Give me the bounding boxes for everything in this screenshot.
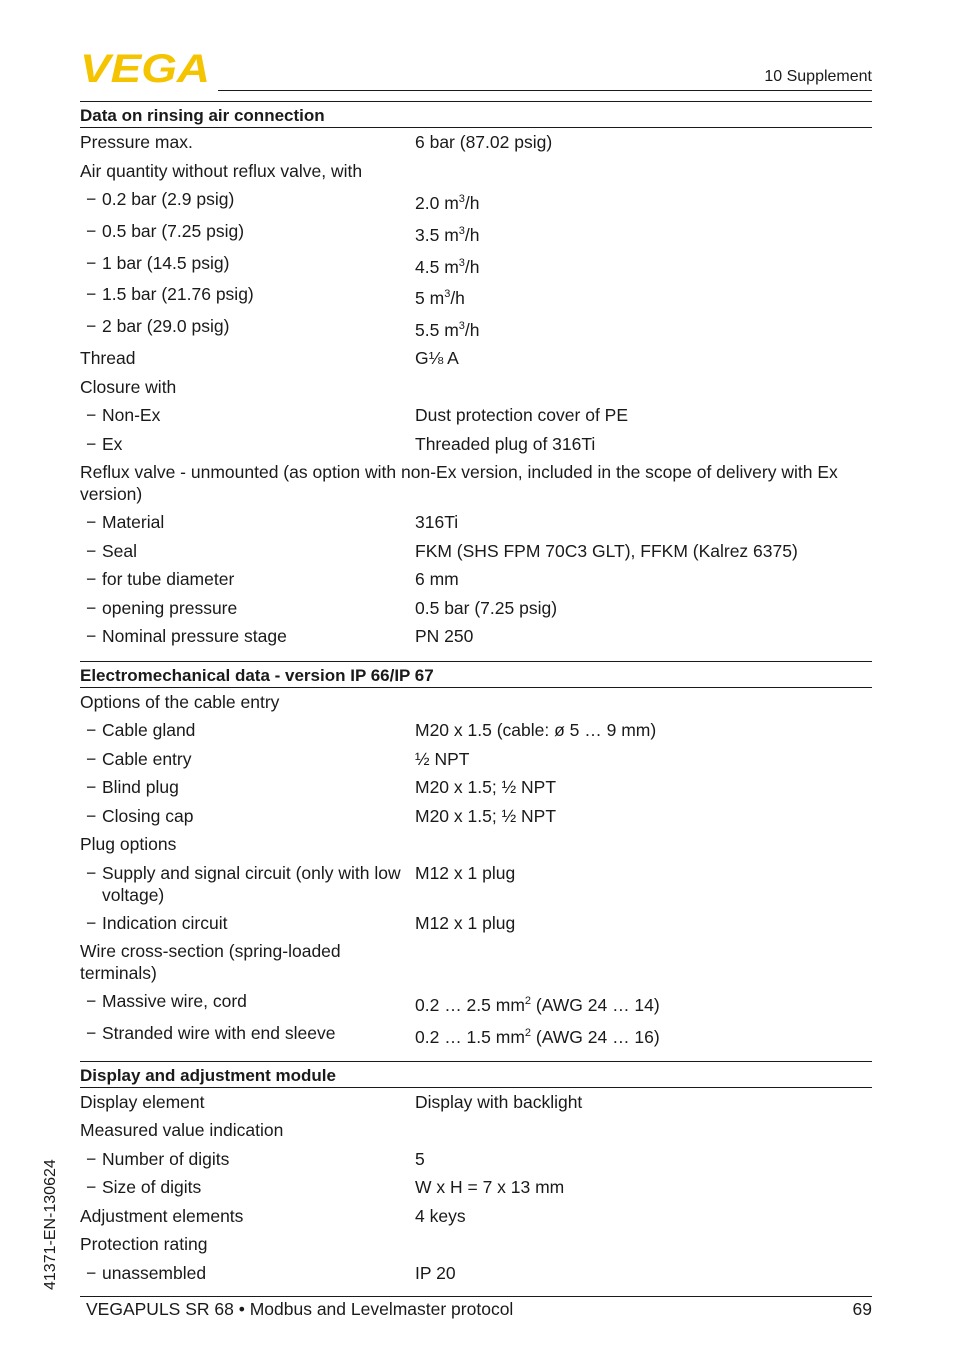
spec-label: Plug options <box>80 834 177 855</box>
logo-text: VEGA <box>80 50 210 84</box>
spec-value: 5 $m^3/h$ <box>415 288 465 309</box>
spec-label: 1.5 bar (21.76 psig) <box>102 284 254 305</box>
footer-title: VEGAPULS SR 68 • Modbus and Levelmaster protocol <box>86 1299 514 1319</box>
dash-bullet: − <box>86 512 97 533</box>
spec-row <box>80 1173 872 1202</box>
spec-row <box>80 565 872 594</box>
dash-bullet: − <box>86 433 97 454</box>
spec-label: Display element <box>80 1091 205 1112</box>
spec-value: M12 x 1 plug <box>415 862 516 883</box>
dash-bullet: − <box>86 284 97 305</box>
footer-rule <box>80 1296 872 1297</box>
spec-row <box>80 430 872 459</box>
spec-label: Adjustment elements <box>80 1205 244 1226</box>
dash-bullet: − <box>86 777 97 798</box>
spec-row <box>80 716 872 745</box>
spec-label: Reflux valve - unmounted (as option with non-Ex version, included in the scope of delivery with Ex version) <box>80 462 838 505</box>
spec-value: M12 x 1 plug <box>415 912 516 933</box>
dash-bullet: − <box>86 252 97 273</box>
spec-value: 0.2 … 2.5 $mm^2$ (AWG 24 … 14) <box>415 994 660 1015</box>
spec-row <box>80 688 872 717</box>
spec-row <box>80 594 872 623</box>
dash-bullet: − <box>86 540 97 561</box>
spec-row <box>80 373 872 402</box>
dash-bullet: − <box>86 1177 97 1198</box>
spec-value: 5 <box>415 1148 425 1169</box>
spec-row <box>80 280 872 312</box>
dash-bullet: − <box>86 862 97 883</box>
spec-label: Protection rating <box>80 1234 208 1255</box>
spec-value: ½ NPT <box>415 748 470 769</box>
spec-row <box>80 458 872 508</box>
spec-row <box>80 1259 872 1288</box>
document-code: 41371-EN-130624 <box>42 1159 59 1290</box>
spec-label: Indication circuit <box>102 912 228 933</box>
dash-bullet: − <box>86 569 97 590</box>
spec-row <box>80 157 872 186</box>
spec-label: 1 bar (14.5 psig) <box>102 252 230 273</box>
dash-bullet: − <box>86 316 97 337</box>
vega-logo <box>80 50 212 84</box>
spec-value: 2.0 $m^3/h$ <box>415 192 480 213</box>
spec-label: Thread <box>80 348 136 369</box>
dash-bullet: − <box>86 405 97 426</box>
dash-bullet: − <box>86 1262 97 1283</box>
spec-label: Supply and signal circuit (only with low voltage) <box>102 862 401 905</box>
unit-superscript: 3 <box>458 224 465 237</box>
dash-bullet: − <box>86 626 97 647</box>
dash-bullet: − <box>86 597 97 618</box>
spec-row <box>80 217 872 249</box>
spec-value: Display with backlight <box>415 1091 583 1112</box>
spec-row <box>80 859 872 909</box>
spec-row <box>80 1019 872 1051</box>
spec-label: for tube diameter <box>102 569 235 590</box>
spec-label: Material <box>102 512 165 533</box>
spec-label: 0.5 bar (7.25 psig) <box>102 220 245 241</box>
spec-value: 0.2 … 1.5 $mm^2$ (AWG 24 … 16) <box>415 1026 660 1047</box>
spec-row <box>80 312 872 344</box>
spec-row <box>80 508 872 537</box>
section-title: Display and adjustment module <box>80 1061 872 1088</box>
spec-value: 4.5 $m^3/h$ <box>415 256 480 277</box>
spec-value: Threaded plug of 316Ti <box>415 433 596 454</box>
spec-row <box>80 1230 872 1259</box>
spec-value: M20 x 1.5; ½ NPT <box>415 805 557 826</box>
section-title: Electromechanical data - version IP 66/IP 67 <box>80 661 872 688</box>
spec-row <box>80 1116 872 1145</box>
spec-value: W x H = 7 x 13 mm <box>415 1177 565 1198</box>
spec-value: IP 20 <box>415 1262 456 1283</box>
spec-label: opening pressure <box>102 597 238 618</box>
dash-bullet: − <box>86 1022 97 1043</box>
unit-superscript: 3 <box>458 193 465 205</box>
dash-bullet: − <box>86 1148 97 1169</box>
section-label: 10 Supplement <box>764 68 872 85</box>
spec-label: Air quantity without reflux valve, with <box>80 160 363 181</box>
spec-label: Pressure max. <box>80 132 193 152</box>
spec-value: M20 x 1.5; ½ NPT <box>415 777 557 798</box>
spec-row <box>80 773 872 802</box>
dash-bullet: − <box>86 720 97 741</box>
spec-row <box>80 622 872 651</box>
spec-label: Size of digits <box>102 1177 202 1198</box>
unit-superscript: 3 <box>458 256 465 269</box>
spec-label: Wire cross-section (spring-loaded terminals) <box>80 941 341 984</box>
dash-bullet: − <box>86 991 97 1012</box>
spec-row <box>80 185 872 217</box>
unit-superscript: 3 <box>458 320 465 333</box>
spec-row <box>80 937 872 987</box>
spec-row <box>80 537 872 566</box>
spec-label: Closure with <box>80 376 177 397</box>
unit-superscript: 2 <box>524 995 532 1008</box>
spec-value: Dust protection cover of PE <box>415 405 629 426</box>
page-number: 69 <box>852 1299 872 1319</box>
spec-row <box>80 1088 872 1117</box>
unit-superscript: 3 <box>444 288 451 301</box>
header-rule <box>218 90 872 91</box>
spec-row <box>80 1145 872 1174</box>
spec-row <box>80 745 872 774</box>
spec-value: M20 x 1.5 (cable: ø 5 … 9 mm) <box>415 720 657 741</box>
spec-row <box>80 1202 872 1231</box>
spec-content <box>80 101 872 1287</box>
spec-row <box>80 249 872 281</box>
spec-label: Ex <box>102 433 123 454</box>
spec-label: Stranded wire with end sleeve <box>102 1022 336 1043</box>
spec-value: 316Ti <box>415 512 459 533</box>
spec-row <box>80 830 872 859</box>
spec-value: 4 keys <box>415 1205 466 1226</box>
spec-label: Cable gland <box>102 720 196 741</box>
spec-label: 0.2 bar (2.9 psig) <box>102 189 235 209</box>
spec-row <box>80 344 872 373</box>
spec-value: 6 bar (87.02 psig) <box>415 132 553 152</box>
spec-label: Closing cap <box>102 805 194 826</box>
dash-bullet: − <box>86 805 97 826</box>
spec-value: 3.5 $m^3/h$ <box>415 224 480 245</box>
spec-row <box>80 909 872 938</box>
spec-value: PN 250 <box>415 626 474 647</box>
dash-bullet: − <box>86 912 97 933</box>
spec-label: Nominal pressure stage <box>102 626 287 647</box>
spec-value: FKM (SHS FPM 70C3 GLT), FFKM (Kalrez 6375) <box>415 540 798 561</box>
spec-row <box>80 401 872 430</box>
spec-label: Blind plug <box>102 777 179 798</box>
spec-label: 2 bar (29.0 psig) <box>102 316 230 337</box>
spec-row <box>80 128 872 157</box>
spec-row <box>80 802 872 831</box>
section-title: Data on rinsing air connection <box>80 101 872 128</box>
spec-value: 0.5 bar (7.25 psig) <box>415 597 558 618</box>
spec-label: Options of the cable entry <box>80 691 280 712</box>
spec-value: 6 mm <box>415 569 459 590</box>
spec-label: Massive wire, cord <box>102 991 247 1012</box>
spec-label: Measured value indication <box>80 1120 284 1141</box>
spec-row <box>80 987 872 1019</box>
spec-value: 5.5 $m^3/h$ <box>415 320 480 341</box>
dash-bullet: − <box>86 220 97 241</box>
unit-superscript: 2 <box>524 1026 532 1039</box>
dash-bullet: − <box>86 189 97 209</box>
spec-label: Non-Ex <box>102 405 161 426</box>
spec-label: unassembled <box>102 1262 207 1283</box>
spec-label: Seal <box>102 540 138 561</box>
spec-label: Number of digits <box>102 1148 230 1169</box>
dash-bullet: − <box>86 748 97 769</box>
spec-label: Cable entry <box>102 748 192 769</box>
spec-value: G⅛ A <box>415 348 459 369</box>
